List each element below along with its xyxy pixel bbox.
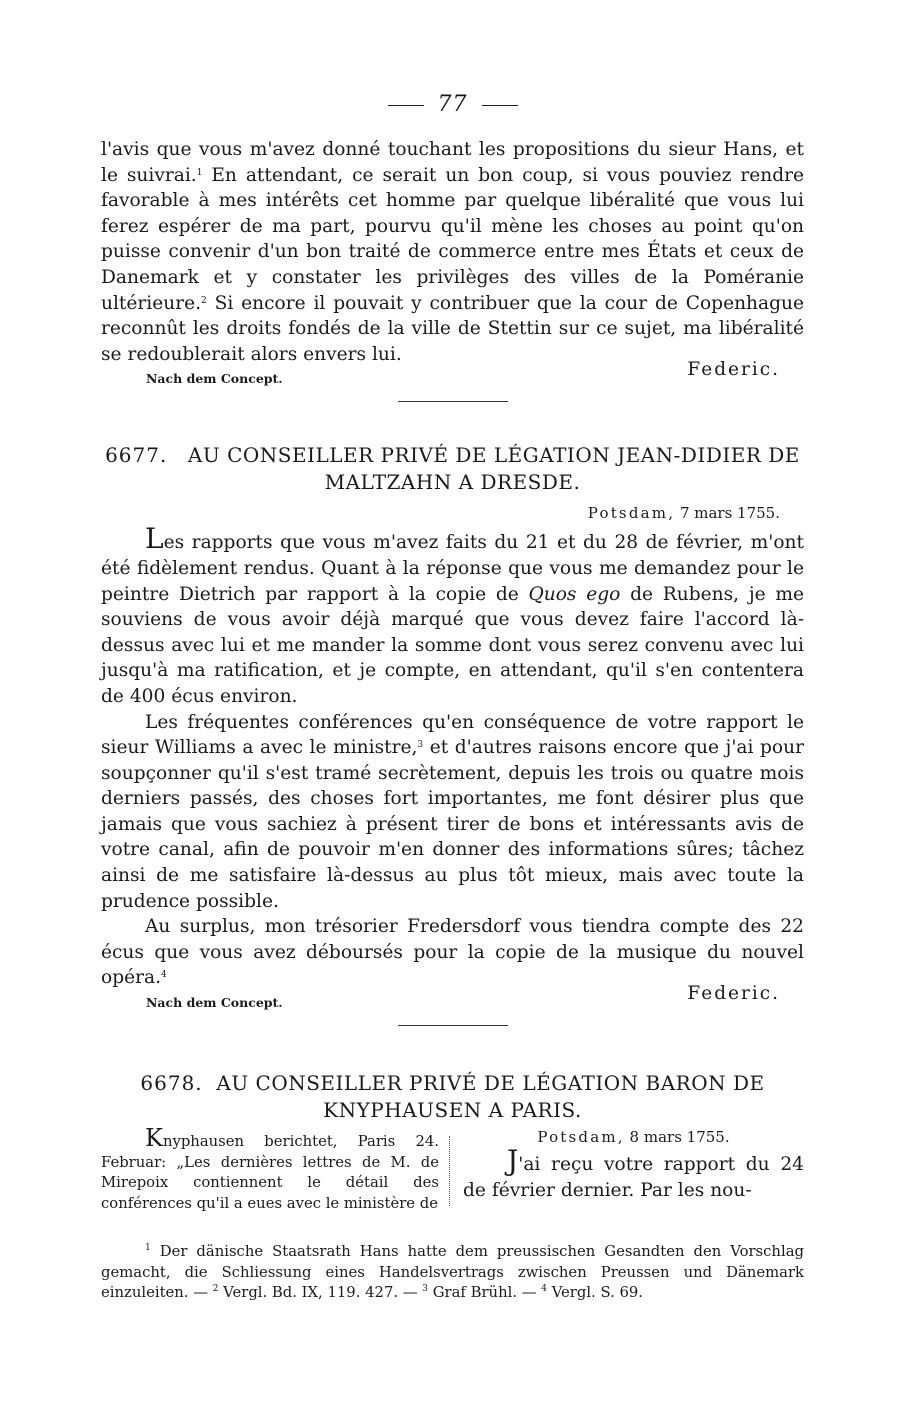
signature: Federic. xyxy=(687,359,780,381)
letter-paragraph xyxy=(101,710,804,915)
text-run: Si encore il pouvait y contribuer que la cour de Copenhague reconnût les droits fondés de la ville de Stettin sur ce sujet, ma libéralité se redoublerait alors envers lui. xyxy=(101,292,804,365)
text-run: 'ai reçu votre rapport du 24 de février dernier. Par les nou- xyxy=(463,1154,804,1201)
signature-row xyxy=(101,983,804,1019)
text-run: de Rubens, je me souviens de vous avoir déjà marqué que vous devez faire l'accord là-dessus avec lui et me mander la somme dont vous serez convenu avec lui jusqu'à ma ratification, et je compte, en attendant, qu'il s'en contentera de 400 écus environ. xyxy=(101,583,804,707)
text-run: es rapports que vous m'avez faits du 21 et du 28 de février, m'ont été fidèlement rendus. Quant à la réponse que vous me demandez pour le peintre Dietrich par rapport à la copie de xyxy=(101,532,804,605)
italic-title: Quos ego xyxy=(528,583,621,605)
text-run: En attendant, ce serait un bon coup, si vous pouviez rendre favorable à mes intérêts cet homme par quelque libéralité que vous lui ferez espérer de ma part, pourvu qu'il mène les choses au point qu'on puisse convenir d'un bon traité de commerce entre mes États et ceux de Danemark et y constater les privilèges des villes de la Poméranie ultérieure. xyxy=(101,164,804,314)
document-page xyxy=(101,92,804,1304)
date-place: Potsdam, xyxy=(587,504,676,523)
footnote-ref: 3 xyxy=(417,740,424,751)
section-divider xyxy=(398,1025,508,1026)
initial-letter: J xyxy=(507,1144,519,1178)
summary-text: nyphausen berichtet, Paris 24. Februar: „Les dernières lettres de M. de Mirepoix contiennent le détail des conférences qu'il a eues avec le ministère de xyxy=(101,1133,439,1212)
footnote-text: Vergl. S. 69. xyxy=(546,1284,644,1302)
letter-number: 6678. xyxy=(140,1071,203,1096)
column-divider xyxy=(449,1136,450,1206)
letter-paragraph xyxy=(101,522,804,709)
date-place: Potsdam, xyxy=(537,1128,625,1147)
letter-heading xyxy=(101,1070,804,1124)
footnote-marker: 4 xyxy=(541,1284,547,1295)
letter-6678 xyxy=(101,1070,804,1212)
page-number-dash-right xyxy=(482,105,518,106)
page-number xyxy=(101,92,804,117)
letter-paragraph xyxy=(463,1144,804,1203)
letter-number: 6677. xyxy=(105,443,168,468)
footnote-marker: 1 xyxy=(145,1243,151,1254)
letter-6677 xyxy=(101,442,804,1026)
text-run: Au surplus, mon trésorier Fredersdorf vous tiendra compte des 22 écus que vous avez déboursés pour la copie de la musique du nouvel opéra. xyxy=(101,916,804,989)
initial-letter: L xyxy=(145,522,164,556)
section-divider xyxy=(398,401,508,402)
letter-title: AU CONSEILLER PRIVÉ DE LÉGATION BARON DE KNYPHAUSEN A PARIS. xyxy=(216,1071,765,1123)
initial-letter: K xyxy=(145,1124,163,1153)
footnote-text: Graf Brühl. — xyxy=(428,1284,542,1302)
letter-paragraph xyxy=(101,914,804,991)
signature: Federic. xyxy=(687,983,780,1005)
letter-dateline xyxy=(101,504,780,522)
letter-column xyxy=(463,1128,804,1203)
footnote-text: Der dänische Staatsrath Hans hatte dem preussischen Gesandten den Vorschlag gemacht, die Schliessung eines Handelsvertrags zwischen Preussen und Dänemark einzuleiten. — xyxy=(101,1243,804,1302)
text-run: et d'autres raisons encore que j'ai pour soupçonner qu'il s'est tramé secrètement, depuis les trois ou quatre mois derniers passés, des choses fort importantes, me font désirer plus que jamais que vous sachiez à présent tirer de bons et intéressants avis de votre canal, afin de pouvoir m'en donner des informations sûres; tâchez ainsi de me satisfaire là-dessus au plus tôt mieux, mais avec toute la prudence possible. xyxy=(101,737,804,912)
footnote-ref: 1 xyxy=(196,167,203,178)
concept-note: Nach dem Concept. xyxy=(146,995,283,1011)
page-number-text: 77 xyxy=(437,92,468,117)
footnote-text: Vergl. Bd. IX, 119. 427. — xyxy=(218,1284,423,1302)
text-run: l'avis que vous m'avez donné touchant les propositions du sieur Hans, et le suivrai. xyxy=(101,139,804,186)
continuation-paragraph xyxy=(101,137,804,367)
two-column-block xyxy=(101,1124,804,1212)
text-run: Les fréquentes conférences qu'en conséquence de votre rapport le sieur Williams a avec le ministre, xyxy=(101,711,804,759)
date: 8 mars 1755. xyxy=(624,1128,730,1147)
footnote-ref: 2 xyxy=(201,295,207,306)
concept-note: Nach dem Concept. xyxy=(146,371,283,387)
signature-row xyxy=(101,359,804,395)
letter-title: AU CONSEILLER PRIVÉ DE LÉGATION JEAN-DIDIER DE MALTZAHN A DRESDE. xyxy=(187,443,800,495)
page-number-dash-left xyxy=(388,105,424,106)
footnote-ref: 4 xyxy=(161,970,167,981)
footnote-marker: 2 xyxy=(212,1284,219,1295)
date: 7 mars 1755. xyxy=(675,504,780,523)
summary-column xyxy=(101,1124,439,1214)
footnote-marker: 3 xyxy=(422,1284,428,1295)
footnotes xyxy=(101,1242,804,1304)
letter-heading xyxy=(101,442,804,496)
